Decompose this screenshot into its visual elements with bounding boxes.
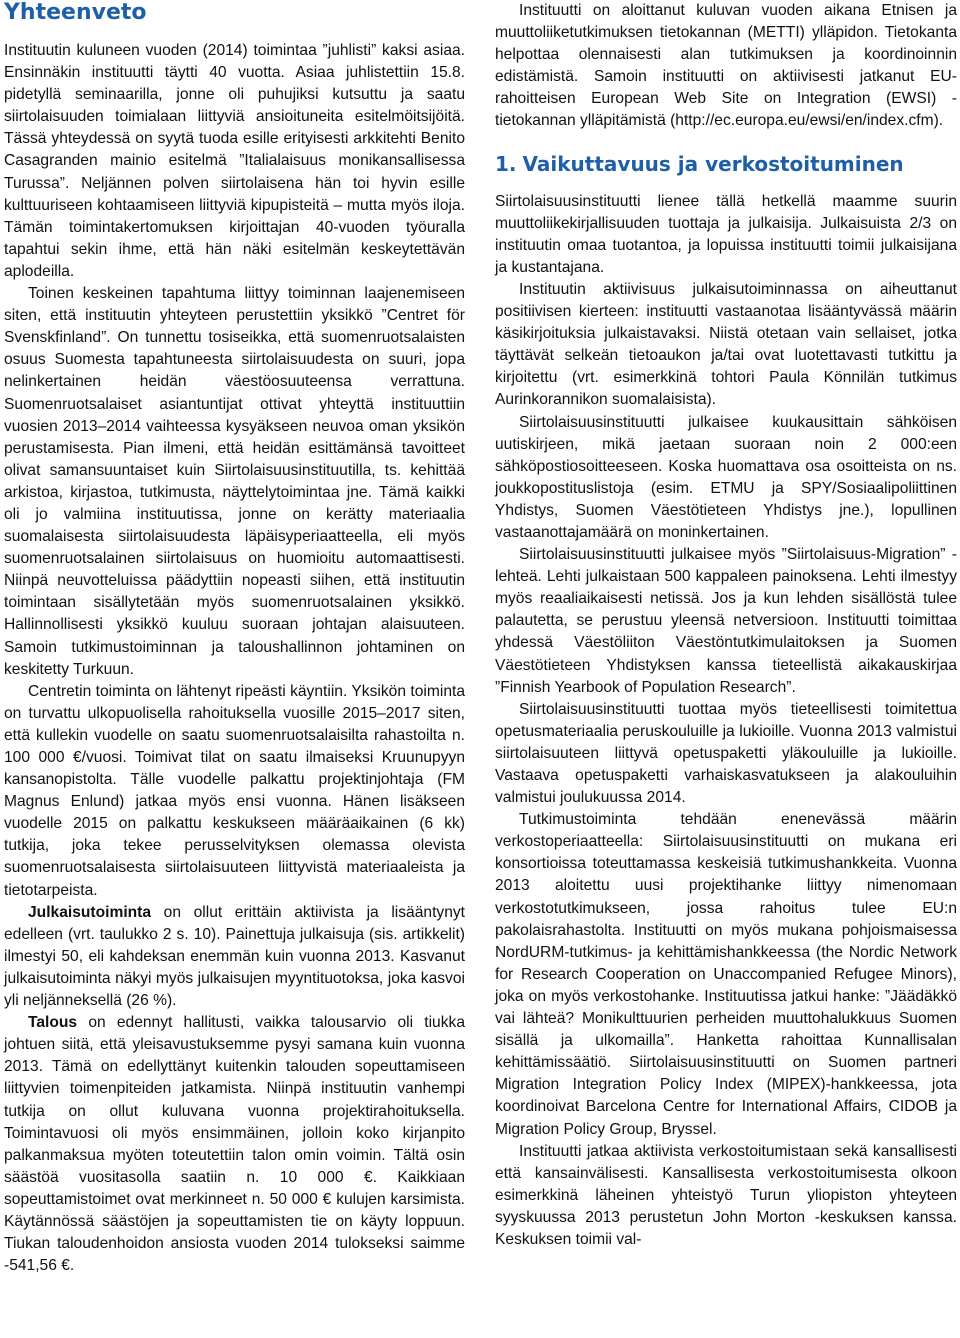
left-column (4, 0, 465, 1277)
publishing-paragraph (4, 902, 465, 1012)
intro-paragraph: Instituutti on aloittanut kuluvan vuoden aikana Etnisen ja muuttoliiketutkimuksen tietokannan (METTI) ylläpidon. Tietokanta helpottaa olennaisesti alan tutkimuksen ja koordinoinnin edistämistä. Samoin instituutti on aktiivisesti jatkanut EU-rahoitteisen European Web Site on Integration (EWSI) -tietokannan ylläpitämistä (http://ec.europa.eu/ewsi/en/index.cfm). (495, 2, 957, 130)
publishing-lead: Julkaisutoiminta (28, 903, 152, 921)
body-paragraph: Siirtolaisuusinstituutti julkaisee myös ”Siirtolaisuus-Migration” -lehteä. Lehti julkaistaan 500 kappaleen painoksena. Lehti ilmestyy myös reaaliaikaisesti netissä. Jos ja kun lehden sisällöstä tulee palautetta, se perustuu yleensä netversioon. Instituutti toimittaa yhdessä Väestöliiton Väestöntutkimulaitoksen ja Suomen Väestötieteen Yhdistyksen kanssa tieteellistä aikakauskirjaa ”Finnish Yearbook of Population Research”. (495, 546, 957, 696)
body-paragraph: Instituutti jatkaa aktiivista verkostoitumistaan sekä kansallisesti että kansainvälisesti. Kansallisesta verkostoitumisesta olkoon esimerkkinä läheinen yhteistyö Turun yliopiston yhteyteen syyskuussa 2013 perustetun John Morton -keskuksen kanssa. Keskuksen toimii val- (495, 1142, 957, 1248)
section-number: 1. (495, 151, 517, 176)
body-paragraph: Instituutin kuluneen vuoden (2014) toimintaa ”juhlisti” kaksi asiaa. Ensinnäkin instituutti täytti 40 vuotta. Asiaa juhlistettiin 15.8. pidetyllä seminaarilla, jonne oli puhujiksi kutsuttu ja saatu siirtolaisuuden toimialaan liittyviä ansioituneita esitelmöitsijöitä. Tässä yhteydessä on syytä tuoda esille erityisesti arkkitehti Benito Casagranden mainio esitelmä ”Italialaisuus monikansallisessa Turussa”. Neljännen polven siirtolaisena hän toi hyvin esille kulttuuriseen kohtaamiseen liittyviä kipupisteitä – mutta myös iloja. Tämän toimintakertomuksen kirjoittajan 40-vuoden työuralla tapahtui sekin ihme, että hän näki esitelmän keskeytettävän aplodeilla. (4, 42, 465, 280)
body-paragraph: Tutkimustoiminta tehdään enenevässä määrin verkostoperiaatteella: Siirtolaisuusinstituutti on mukana eri konsortioissa toteuttamassa keskeisiä tutkimushankkeita. Vuonna 2013 aloitettu uusi projektihanke liittyy nimenomaan verkostotutkimukseen, jossa rahoitus tulee EU:n pakolaisrahastolta. Instituutti on myös mukana pohjoismaisessa NordURM-tutkimus- ja kehittämishankkeessa (the Nordic Network for Research Cooperation on Unaccompanied Refugee Minors), joka on myös verkostohanke. Instituutissa jatkui hanke: ”Jäädäkkö vai lähteä? Monikulttuurien perheiden muuttohalukkuus Suomen sisällä ja ulkomailla”. Hanketta rahoittaa Kunnallisalan kehittämissäätiö. Siirtolaisuusinstituutti on Suomen partneri Migration Integration Policy Index (MIPEX)-hankkeessa, jota koordinoivat Barcelona Centre for International Affairs, CIDOB ja Migration Policy Group, Bryssel. (495, 811, 957, 1138)
publishing-text: on ollut erittäin aktiivista ja lisääntynyt edelleen (vrt. taulukko 2 s. 10). Painettuja julkaisuja (sis. artikkelit) ilmestyi 50, eli kahdeksan enemmän kuin vuonna 2013. Kasvanut julkaisutoiminta näkyi myös julkaisujen myyntituotoksa, joka kasvoi yli neljänneksellä (26 %). (4, 903, 465, 1010)
body-paragraph: Instituutin aktiivisuus julkaisutoiminnassa on aiheuttanut positiivisen kierteen: instituutti vastaanotaa lisääntyvässä määrin käsikirjoituksia julkaistavaksi. Niistä otetaan vain sellaiset, jotka täyttävät selkeän tietoaukon ja/tai ovat luotettavasti tutkittu ja kirjoitettu (vrt. esimerkkinä tohtori Paula Könnilän tutkimus Aurinkorannikon suomalaisista). (495, 280, 957, 409)
finance-paragraph (4, 1012, 465, 1277)
body-paragraph: Siirtolaisuusinstituutti tuottaa myös tieteellisesti toimitettua opetusmateriaalia peruskouluille ja lukioille. Vuonna 2013 valmistui siirtolaisuuteen liittyvä opetuspaketti yläkouluille ja lukioille. Vastaava opetuspaketti varhaiskasvatukseen ja alakouluihin valmistui joulukuussa 2014. (495, 700, 957, 807)
finance-lead: Talous (28, 1014, 78, 1032)
body-paragraph: Siirtolaisuusinstituutti lienee tällä hetkellä maamme suurin muuttoliikekirjallisuuden tuottaja ja julkaisija. Julkaisuista 2/3 on instituutin omaa tuotantoa, ja lopuissa instituutti toimii julkaisijana ja kustantajana. (495, 192, 957, 276)
body-paragraph: Centretin toiminta on lähtenyt ripeästi käyntiin. Yksikön toiminta on turvattu ulkopuolisella rahoituksella vuosille 2015–2017 siten, että kullekin vuodelle on saatu suomenruotsalaisilta rahastoilta n. 100 000 €/vuosi. Toimivat tilat on saatu ilmaiseksi Kruunupyyn kansanopistolta. Tälle vuodelle palkattu projektinjohtaja (FM Magnus Enlund) jatkaa myös ensi vuonna. Hänen lisäkseen vuodelle 2015 on palkattu keskukseen määräaikainen (6 kk) tutkija, joka tekee perusselvityksen olemassa olevista suomenruotsalaisesta siirtolaisuuteen liittyvistä materiaaleista ja tietotarpeista. (4, 682, 465, 899)
body-paragraph: Siirtolaisuusinstituutti julkaisee kuukausittain sähköisen uutiskirjeen, mikä jaetaan suoraan noin 2 000:een sähköpostiosoitteeseen. Koska huomattava osa osoitteista on ns. joukkopostituslistoja (esim. ETMU ja SPY/Sosiaalipoliittinen Yhdistys, Suomen Väestötieteen Yhdistys jne.), lopullinen vastaanottajamäärä on moninkertainen. (495, 413, 957, 541)
page-heading: Yhteenveto (4, 0, 147, 25)
section-title: Vaikuttavuus ja verkostoituminen (522, 151, 904, 176)
right-column (495, 0, 957, 1251)
section-heading (495, 151, 957, 177)
body-paragraph: Toinen keskeinen tapahtuma liittyy toiminnan laajenemiseen siten, että instituutin yhteyteen perustettiin yksikkö ”Centret för Svenskfinland”. On tunnettu tosiseikka, että suomenruotsalaisten osuus Suomesta tapahtuneesta siirtolaisuudesta on suuri, jopa nelinkertainen heidän väestöosuuteensa verrattuna. Suomenruotsalaiset asiantuntijat ottivat yhteyttä instituuttiin vuosien 2013–2014 vaihteessa kysyäkseen neuvoa oman yksikön perustamisesta. Pian ilmeni, että heidän esittämänsä tavoitteet olivat samansuuntaiset kuin Siirtolaisuusinstituutilla, ts. kehittää arkistoa, kirjastoa, tutkimusta, näyttelytoimintaa jne. Tämä kaikki oli jo valmiina instituutissa, jonne on kerätty materiaalia suomalaisesta siirtolaisuudesta läpäisyperiaatteella, eli myös suomenruotsalainen siirtolaisuus on huomioitu automaattisesti. Niinpä neuvotteluissa päädyttiin nopeasti siihen, että instituutin toimintaan sisällytetään myös suomenruotsalainen yksikkö. Hallinnollisesti yksikkö kuuluu suoraan johtajan alaisuuteen. Samoin tutkimustoiminnan ja taloushallinnon johtaminen on keskitetty Turkuun. (4, 285, 465, 678)
finance-text: on edennyt hallitusti, vaikka talousarvio oli tiukka johtuen siitä, että yleisavustuksemme pysyi samana kuin vuonna 2013. Tämä on edellyttänyt kuitenkin talouden sopeuttamiseen liittyvien toimenpiteiden jatkamista. Niinpä instituutin vanhempi tutkija on ollut kuluvana vuonna projektirahoituksella. Toimintavuosi oli myös ensimmäinen, jolloin koko kirjanpito palkanmaksua myöten toteutettiin talon omin voimin. Tältä osin säästöä vuositasolla saatiin n. 10 000 €. Kaikkiaan sopeuttamistoimet ovat merkinneet n. 50 000 € kulujen karsimista. Käytännössä säästöjen ja sopeuttamisten tie on käyty loppuun. Tiukan taloudenhoidon ansiosta vuoden 2014 tulokseksi saimme -541,56 €. (4, 1014, 465, 1275)
